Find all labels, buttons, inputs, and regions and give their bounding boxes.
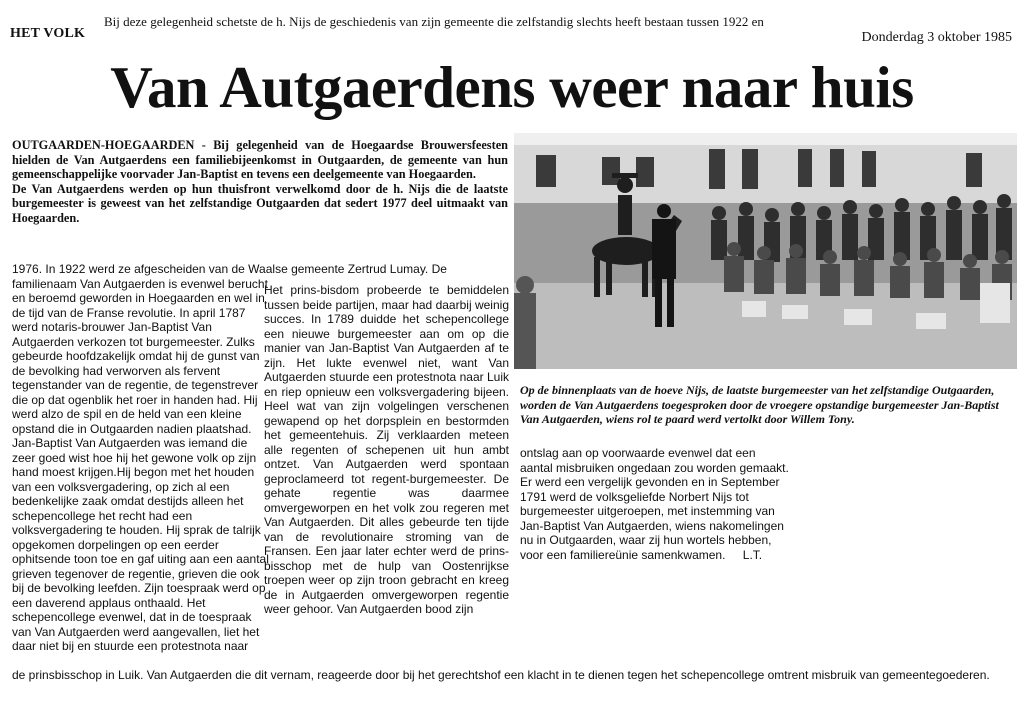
column-3-text: ontslag aan op voorwaarde evenwel dat een aantal misbruiken ongedaan zou worden gemaakt. Er werd een vergelijk gevonden en in September 1791 werd de volksgeliefde Norbert Nijs tot burgemeester uitgeroepen, met instemming van Jan-Baptist Van Autgaerden, wiens nakomelingen nu in Outgaarden, waar zij hun wortels hebben, voor een familiereünie samenkwamen. [520,446,789,562]
photo-scene [514,133,1017,369]
column-3 [520,446,790,562]
column-1-text: en beroemd geworden in Hoegaarden en wel in de tijd van de Franse revolutie. In april 1787 werd notaris-brouwer Jan-Baptist Van Autgaerden verkozen tot burgemeester. Zulks gebeurde hoofdzakelijk omdat hij de gunst van de bevolking had verworven als fervent tegenstander van de regentie, de tegenstrever die op dat ogenblik het roer in handen had. Hij werd alzo de spil en de held van een kleine opstand die in Outgaarden nadien plaatshad. Jan-Baptist Van Autgaerden was iemand die zeer goed wist hoe hij het gewone volk op zijn hand moest krijgen.Hij begon met het houden van een volksvergadering, op zich al een bedenkelijke zaak omdat destijds alleen het schepencollege het recht had een volksvergadering te houden. Hij sprak de talrijk opgekomen dorpelingen op een eerder ophitsende toon toe en gaf uiting aan een aantal grieven tegenover de regentie, grieven die ook bij de bevolking leefden. Zijn toespraak werd op een daverend applaus onthaald. Het schepencollege evenwel, dat in de toespraak van Van Autgaerden werd aangevallen, liet het daar niet bij en stuurde een protestnota naar [12,291,269,653]
column-1-intro: 1976. In 1922 werd ze afgescheiden van de Waalse gemeente Zertrud Lumay. De familienaam Van Autgaerden is evenwel berucht [12,262,447,291]
newspaper-photo [514,133,1017,369]
lead-paragraph [12,138,508,226]
footer-paragraph: de prinsbisschop in Luik. Van Autgaerden die dit vernam, reageerde door bij het gerechtshof een klacht in te dienen tegen het schepencollege omtrent misbruik van gemeentegoederen. [12,668,990,682]
lead-p1: OUTGAARDEN-HOEGAARDEN - Bij gelegenheid van de Hoegaardse Brouwersfeesten hielden de Van Autgaerdens een familiebijeenkomst in Outgaarden, de gemeente van hun gemeenschappelijke voorvader Jan-Baptist en tevens een deelgemeente van Hoegaarden. [12,138,508,182]
lead-p2: De Van Autgaerdens werden op hun thuisfront verwelkomd door de h. Nijs die de laatste burgemeester is geweest van het zelfstandige Outgaarden dat sedert 1977 deel uitmaakt van Hoegaarden. [12,181,508,225]
column-2: Het prins-bisdom probeerde te bemiddelen tussen beide partijen, maar had daarbij weinig succes. In 1789 duidde het schepencollege een nieuwe burgemeester aan om op die manier van Jan-Baptist Van Autgaerden af te zijn. Het lukte evenwel niet, want Van Autgaerden stuurde een protestnota naar Luik en riep opnieuw een volksvergadering bijeen. Heel wat van zijn volgelingen verschenen gewapend op het dorpsplein en bestormden het gemeentehuis. Zij verklaarden meteen alle regenten of schepenen uit hun ambt ontzet. Van Autgaerden werd spontaan geproclameerd tot regent-burgemeester. De gehate regentie was daarmee omvergeworpen en het volk zou regeren met Van Autgaerden. Dit alles gebeurde ten tijde van de revolutionaire stroming van de Fransen. Een jaar later echter werd de prins-bisschop met de hulp van Oostenrijkse troepen weer op zijn troon gebracht en kreeg de in Autgaerden omvergeworpen regentie weer gehoor. Van Autgaerden bood zijn [264,283,509,616]
masthead: HET VOLK [10,26,86,41]
author-signature: L.T. [742,547,763,562]
publication-date: Donderdag 3 oktober 1985 [861,30,1012,45]
headline: Van Autgaerdens weer naar huis [110,54,914,120]
header-note: Bij deze gelegenheid schetste de h. Nijs de geschiedenis van zijn gemeente die zelfstandig slechts heeft bestaan tussen 1922 en [104,14,764,29]
photo-caption: Op de binnenplaats van de hoeve Nijs, de laatste burgemeester van het zelfstandige Outgaarden, worden de Van Autgaerdens toegesproken door de vroegere opstandige burgemeester Jan-Baptist Van Autgaerden, wiens rol te paard werd vertolkt door Willem Tony. [520,383,999,426]
